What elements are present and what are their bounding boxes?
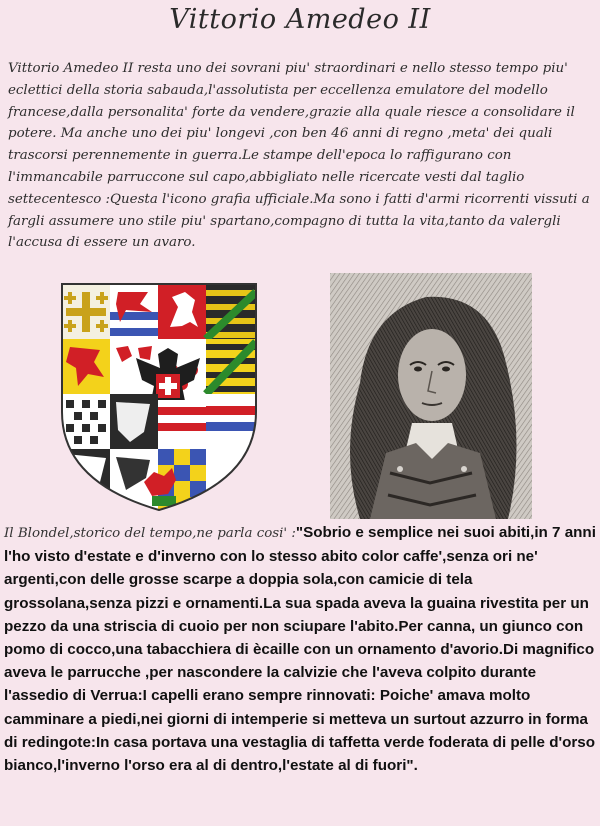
quote-body-text: "Sobrio e semplice nei suoi abiti,in 7 anni l'ho visto d'estate e d'inverno con lo stesso abito color caffe',senza ori ne' argenti,con delle grosse scarpe a doppia sola,con camicie di tela grossolana,senza pizzi e ornamenti.La sua spada aveva la guaina rivestita per un pezzo da una striscia di cuoio per non sciupare l'abito.Per canna, un giunco con pomo di cocco,una tabacchiera di ècaille con un ornamento d'avorio.Di magnifico aveva le parrucche ,per nascondere la calvizie che l'aveva colpito durante l'assedio di Verrua:I capelli erano sempre rinnovati: Poiche' amava molto camminare a piedi,nei giorni di intemperie si metteva un surtout azzurro in forma di redingote:In casa portava una vestaglia di taffetta verde foderata di pelle d'orso bianco,l'inverno l'orso era al di dentro,l'estate al di fuori". [4,524,596,775]
portrait-engraving-image [330,273,532,519]
blondel-quote-paragraph [4,521,598,777]
page-title: Vittorio Amedeo II [169,4,431,35]
intro-paragraph: Vittorio Amedeo II resta uno dei sovrani piu' straordinari e nello stesso tempo piu' eclettici della storia sabauda,l'assolutista per eccellenza emulatore del modello francese,dalla personalita' forte da vendere,grazie alla quale riesce a consolidare il potere. Ma anche uno dei piu' longevi ,con ben 46 anni di regno ,meta' dei quali trascorsi perennemente in guerra.Le stampe dell'epoca lo raffigurano con l'immancabile parruccone sul capo,abbigliato nelle ricercate vesti dal taglio settecentesco :Questa l'icono grafia ufficiale.Ma sono i fatti d'armi ricorrenti vissuti a fargli assumere uno stile piu' spartano,compagno di tutta la vita,tanto da valergli l'accusa di essere un avaro. [8,61,590,251]
coat-of-arms-image [60,282,258,512]
quote-lead-text: Il Blondel,storico del tempo,ne parla cosi' : [4,526,296,541]
